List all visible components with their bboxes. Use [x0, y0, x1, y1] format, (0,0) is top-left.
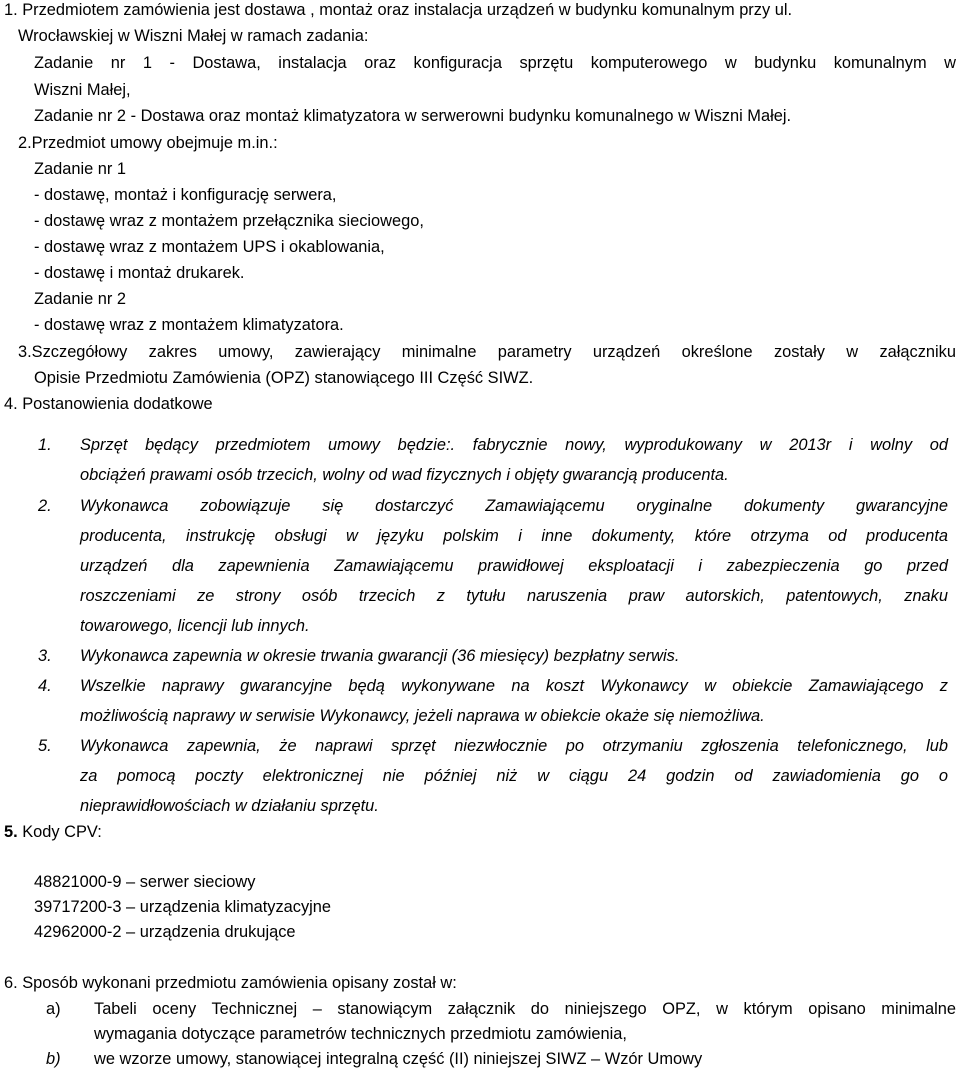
sec4-item1-line: Sprzęt będący przedmiotem umowy będzie:. fabrycznie nowy, wyprodukowany w 2013r i wolny od: [80, 436, 948, 454]
cpv-code: 39717200-3 – urządzenia klimatyzacyjne: [34, 898, 332, 916]
sec4-item2-line: roszczeniami ze strony osób trzecich z tytułu naruszenia praw autorskich, patentowych, znaku: [80, 587, 948, 605]
sec2-zadanie2-title: Zadanie nr 2: [34, 290, 127, 308]
sec2-zadanie1-title: Zadanie nr 1: [34, 160, 127, 178]
sec2-item: - dostawę wraz z montażem przełącznika sieciowego,: [34, 212, 424, 230]
sec1-line1: 1. Przedmiotem zamówienia jest dostawa , montaż oraz instalacja urządzeń w budynku komunalnym przy ul.: [4, 1, 793, 19]
sec4-item2-line: urządzeń dla zapewnienia Zamawiającemu prawidłowej eksploatacji i zabezpieczenia go przed: [80, 557, 948, 575]
sec1-zadanie1-line1: Zadanie nr 1 - Dostawa, instalacja oraz konfiguracja sprzętu komputerowego w budynku komunalnym w: [34, 54, 956, 72]
cpv-code: 42962000-2 – urządzenia drukujące: [34, 923, 296, 941]
sec4-item2-line: towarowego, licencji lub innych.: [80, 617, 310, 635]
sec4-item-number: 4.: [38, 677, 52, 695]
sec5-title-text: Kody CPV:: [17, 823, 102, 841]
sec4-item5-line: Wykonawca zapewnia, że naprawi sprzęt niezwłocznie po otrzymaniu zgłoszenia telefonicznego, lub: [80, 737, 948, 755]
sec4-item4-line: możliwością naprawy w serwisie Wykonawcy, jeżeli naprawa w obiekcie okaże się niemożliwa.: [80, 707, 765, 725]
sec6-b-label: b): [46, 1050, 61, 1068]
sec1-zadanie1-line2: Wiszni Małej,: [34, 81, 131, 99]
sec6-a-line: wymagania dotyczące parametrów technicznych przedmiotu zamówienia,: [94, 1025, 627, 1043]
sec6-title: 6. Sposób wykonani przedmiotu zamówienia opisany został w:: [4, 974, 457, 992]
sec1-zadanie2: Zadanie nr 2 - Dostawa oraz montaż klimatyzatora w serwerowni budynku komunalnego w Wiszni Małej.: [34, 107, 792, 125]
sec4-item4-line: Wszelkie naprawy gwarancyjne będą wykonywane na koszt Wykonawcy w obiekcie Zamawiającego z: [80, 677, 948, 695]
sec2-title: 2.Przedmiot umowy obejmuje m.in.:: [18, 134, 278, 152]
sec6-a-line: Tabeli oceny Technicznej – stanowiącym załącznik do niniejszego OPZ, w którym opisano minimalne: [94, 1000, 956, 1018]
sec4-title: 4. Postanowienia dodatkowe: [4, 395, 213, 413]
sec3-line1: 3.Szczegółowy zakres umowy, zawierający minimalne parametry urządzeń określone zostały w załączniku: [18, 343, 956, 361]
sec2-item: - dostawę i montaż drukarek.: [34, 264, 245, 282]
sec5-title: [4, 822, 102, 842]
sec6-a-label: a): [46, 1000, 61, 1018]
sec4-item3-line: Wykonawca zapewnia w okresie trwania gwarancji (36 miesięcy) bezpłatny serwis.: [80, 647, 680, 665]
sec2-item: - dostawę wraz z montażem klimatyzatora.: [34, 316, 344, 334]
sec4-item2-line: producenta, instrukcję obsługi w języku polskim i inne dokumenty, które otrzyma od producenta: [80, 527, 948, 545]
cpv-code: 48821000-9 – serwer sieciowy: [34, 873, 256, 891]
sec4-item1-line: obciążeń prawami osób trzecich, wolny od wad fizycznych i objęty gwarancją producenta.: [80, 466, 729, 484]
sec4-item-number: 5.: [38, 737, 52, 755]
sec2-item: - dostawę, montaż i konfigurację serwera,: [34, 186, 337, 204]
sec4-item-number: 1.: [38, 436, 52, 454]
sec6-b-line: we wzorze umowy, stanowiącej integralną część (II) niniejszej SIWZ – Wzór Umowy: [94, 1050, 703, 1068]
sec3-line2: Opisie Przedmiotu Zamówienia (OPZ) stanowiącego III Część SIWZ.: [34, 369, 534, 387]
sec4-item-number: 2.: [38, 497, 52, 515]
sec1-line2: Wrocławskiej w Wiszni Małej w ramach zadania:: [18, 27, 369, 45]
sec4-item5-line: za pomocą poczty elektronicznej nie później niż w ciągu 24 godzin od zawiadomienia go o: [80, 767, 948, 785]
sec5-title-number: 5.: [4, 823, 18, 841]
sec4-item5-line: nieprawidłowościach w działaniu sprzętu.: [80, 797, 379, 815]
sec2-item: - dostawę wraz z montażem UPS i okablowania,: [34, 238, 385, 256]
sec4-item-number: 3.: [38, 647, 52, 665]
sec4-item2-line: Wykonawca zobowiązuje się dostarczyć Zamawiającemu oryginalne dokumenty gwarancyjne: [80, 497, 948, 515]
